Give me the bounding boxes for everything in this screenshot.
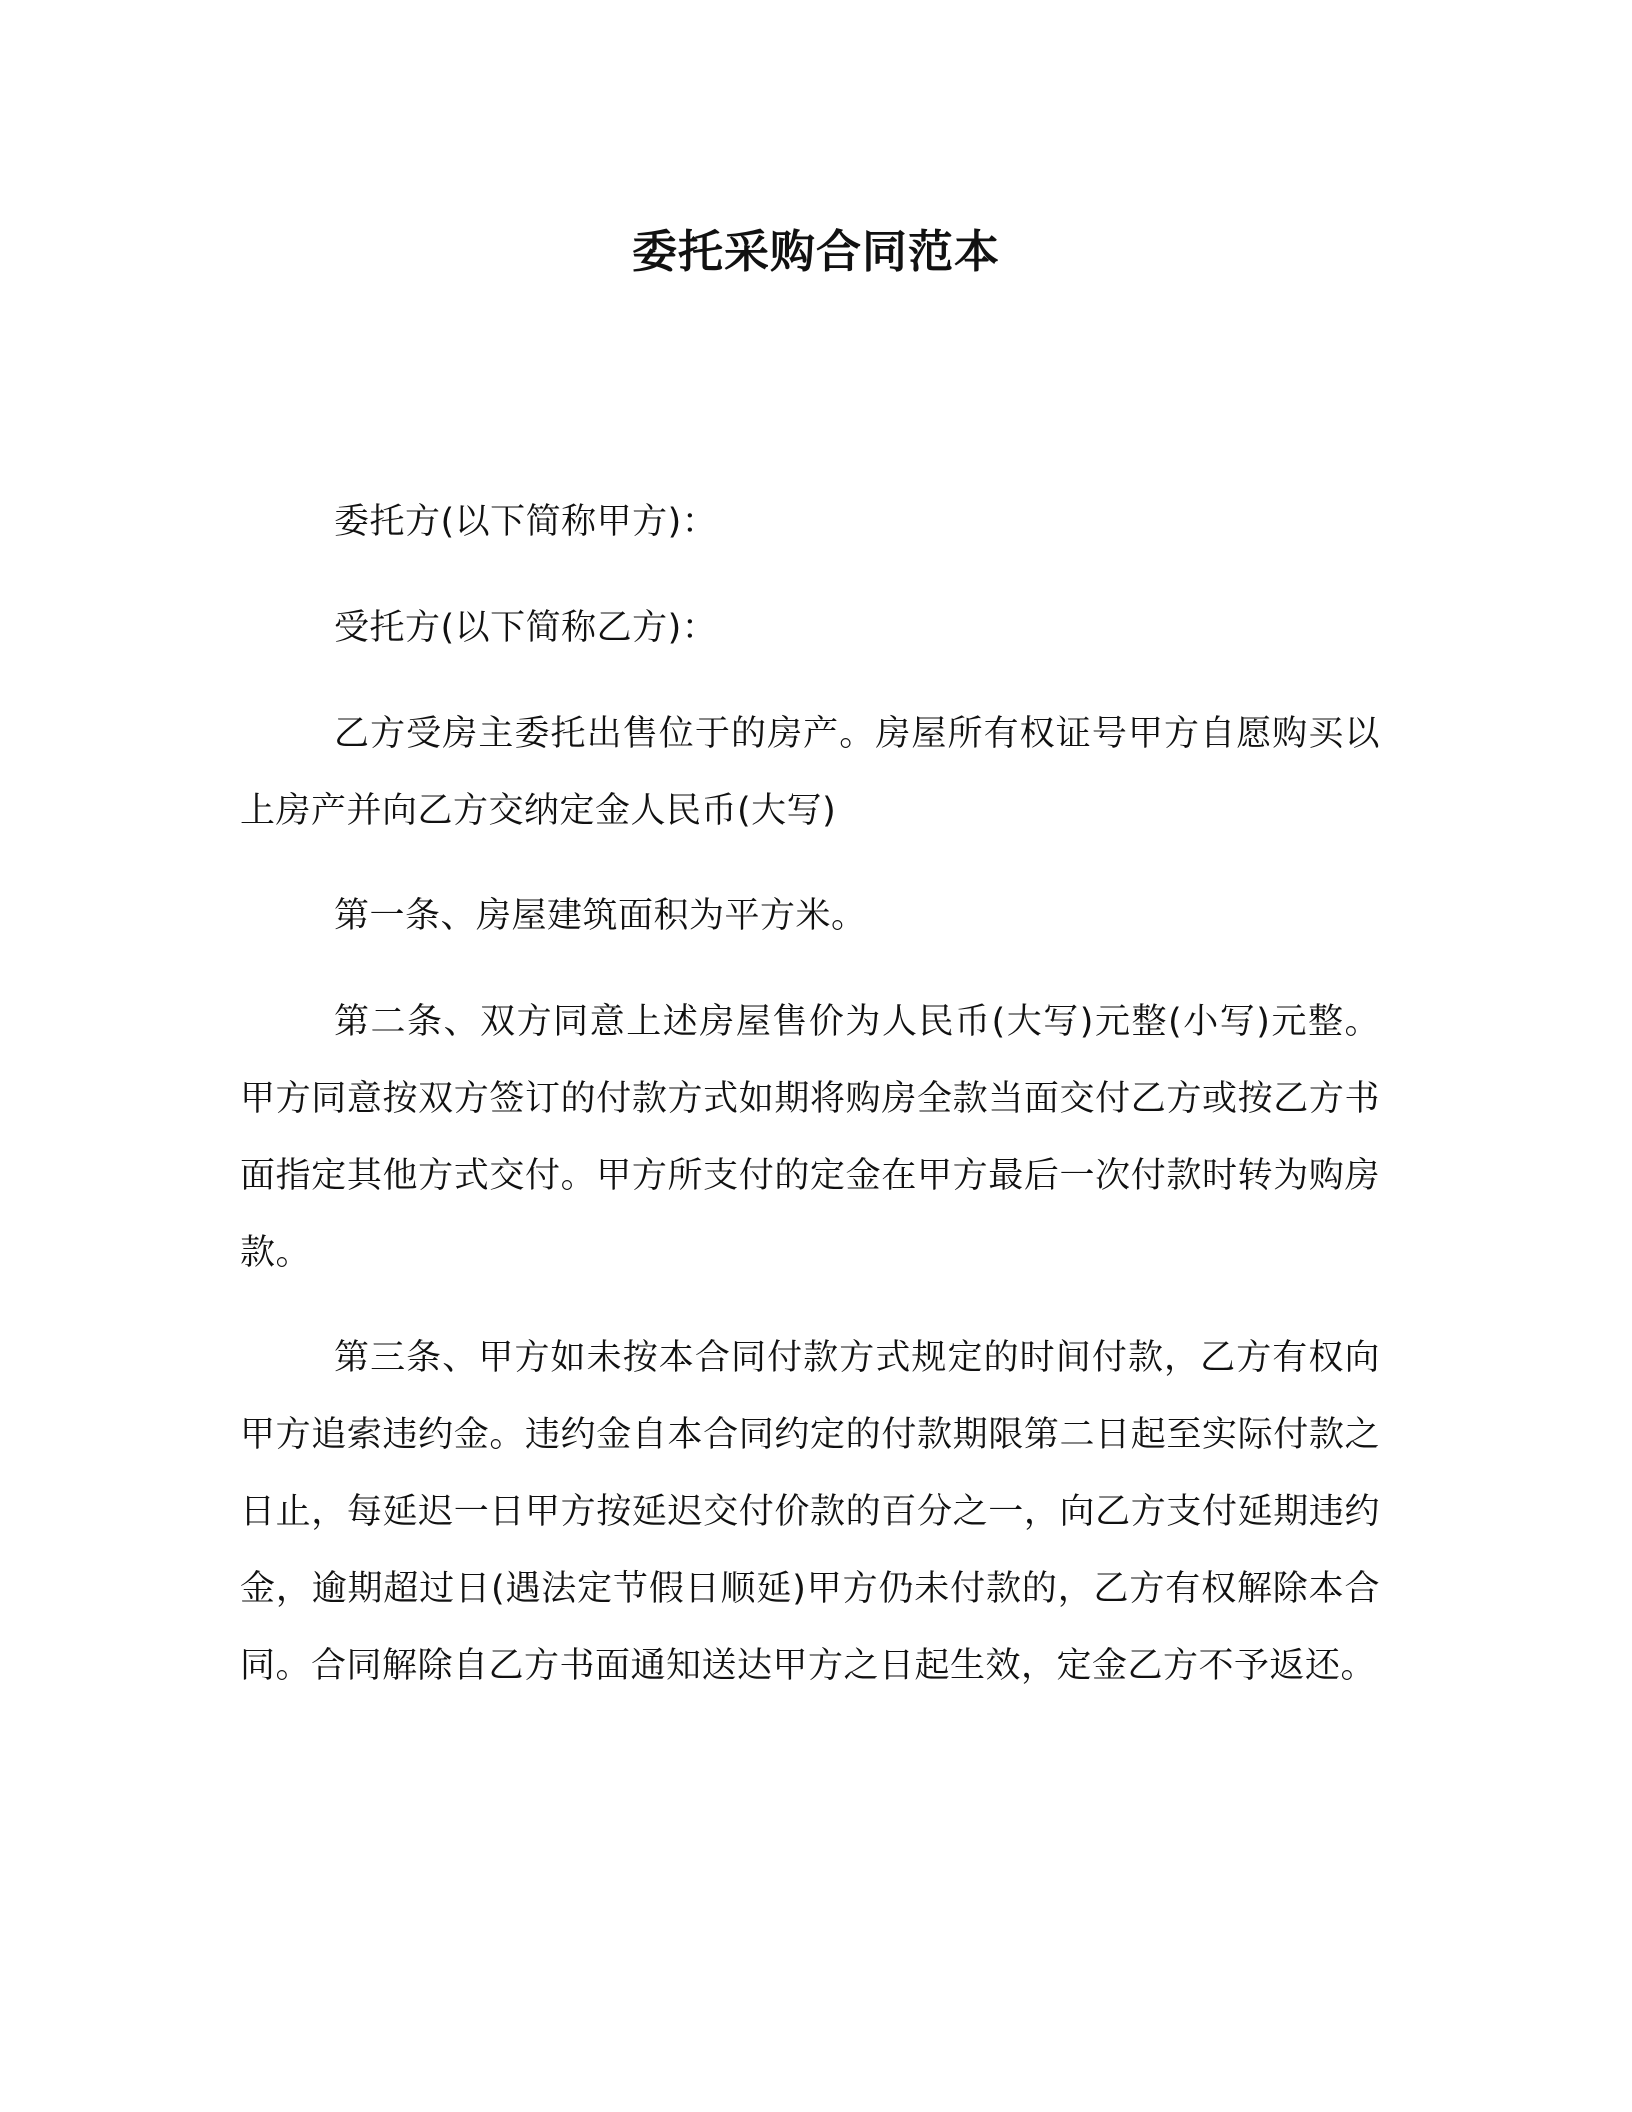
document-title: 委托采购合同范本	[631, 225, 1000, 278]
article-2-paragraph: 第二条、双方同意上述房屋售价为人民币(大写)元整(小写)元整。甲方同意按双方签订的付款方式如期将购房全款当面交付乙方或按乙方书面指定其他方式交付。甲方所支付的定金在甲方最后一次付款时转为购房款。	[240, 1002, 1380, 1273]
article-3-paragraph: 第三条、甲方如未按本合同付款方式规定的时间付款，乙方有权向甲方追索违约金。违约金自本合同约定的付款期限第二日起至实际付款之日止，每延迟一日甲方按延迟交付价款的百分之一，向乙方支付延期违约金，逾期超过日(遇法定节假日顺延)甲方仍未付款的，乙方有权解除本合同。合同解除自乙方书面通知送达甲方之日起生效，定金乙方不予返还。	[240, 1338, 1380, 1686]
article-1-paragraph: 第一条、房屋建筑面积为平方米。	[334, 896, 867, 936]
intro-paragraph: 乙方受房主委托出售位于的房产。房屋所有权证号甲方自愿购买以上房产并向乙方交纳定金人民币(大写)	[240, 714, 1380, 831]
party-b-line: 受托方(以下简称乙方)：	[334, 608, 718, 648]
party-a-line: 委托方(以下简称甲方)：	[334, 502, 718, 542]
